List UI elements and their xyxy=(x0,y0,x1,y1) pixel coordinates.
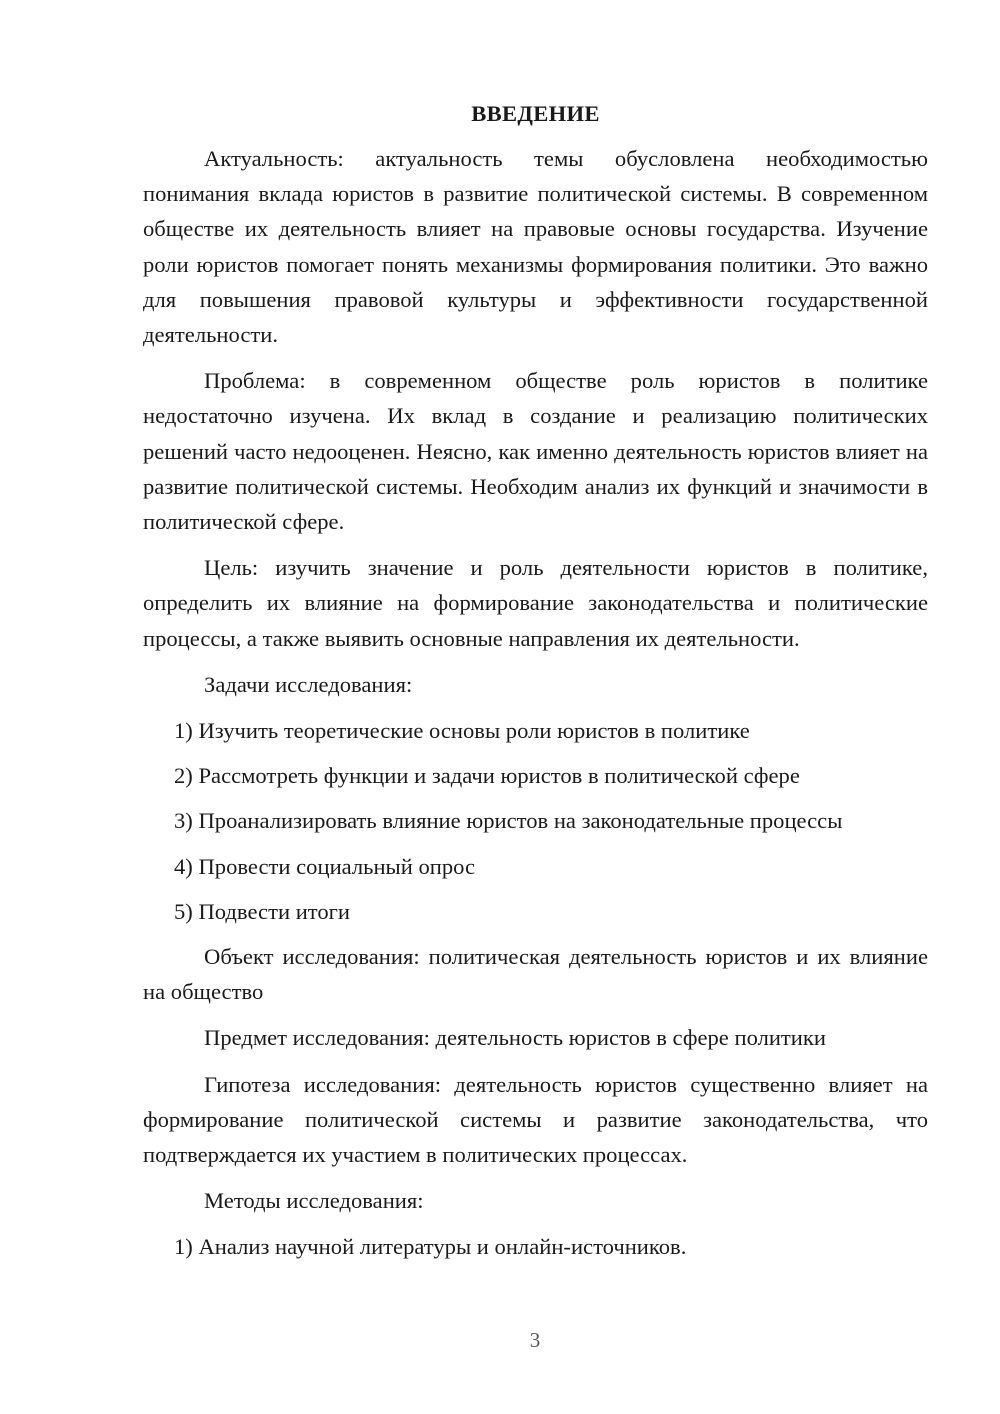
methods-heading: Методы исследования: xyxy=(204,1188,424,1214)
section-title: ВВЕДЕНИЕ xyxy=(471,101,600,126)
list-item: 5) Подвести итоги xyxy=(174,898,351,924)
page-number: 3 xyxy=(529,1328,541,1352)
methods-list xyxy=(143,1229,928,1264)
tasks-heading: Задачи исследования: xyxy=(204,671,413,697)
tasks-list xyxy=(143,713,928,929)
paragraph-object: Объект исследования: политическая деятельность юристов и их влияние на общество xyxy=(143,944,928,1005)
paragraph-relevance: Актуальность: актуальность темы обусловлена необходимостью понимания вклада юристов в развитие политической системы. В современном обществе их деятельность влияет на правовые основы государства. Изучение роли юристов помогает понять механизмы формирования политики. Это важно для повышения правовой культуры и эффективности государственной деятельности. xyxy=(143,146,928,348)
list-item: 3) Проанализировать влияние юристов на законодательные процессы xyxy=(174,808,843,834)
paragraph-problem: Проблема: в современном обществе роль юристов в политике недостаточно изучена. Их вклад в создание и реализацию политических решений часто недооценен. Неясно, как именно деятельность юристов влияет на развитие политической системы. Необходим анализ их функций и значимости в политической сфере. xyxy=(143,368,928,535)
list-item: 1) Изучить теоретические основы роли юристов в политике xyxy=(174,718,750,744)
paragraph-subject: Предмет исследования: деятельность юристов в сфере политики xyxy=(204,1025,826,1051)
paragraph-hypothesis: Гипотеза исследования: деятельность юристов существенно влияет на формирование политической системы и развитие законодательства, что подтверждается их участием в политических процессах. xyxy=(143,1071,928,1168)
list-item: 1) Анализ научной литературы и онлайн-источников. xyxy=(174,1234,687,1260)
list-item: 2) Рассмотреть функции и задачи юристов в политической сфере xyxy=(174,763,800,789)
list-item: 4) Провести социальный опрос xyxy=(174,853,476,879)
document-page xyxy=(143,96,928,1275)
paragraph-goal: Цель: изучить значение и роль деятельности юристов в политике, определить их влияние на формирование законодательства и политические процессы, а также выявить основные направления их деятельности. xyxy=(143,555,928,651)
